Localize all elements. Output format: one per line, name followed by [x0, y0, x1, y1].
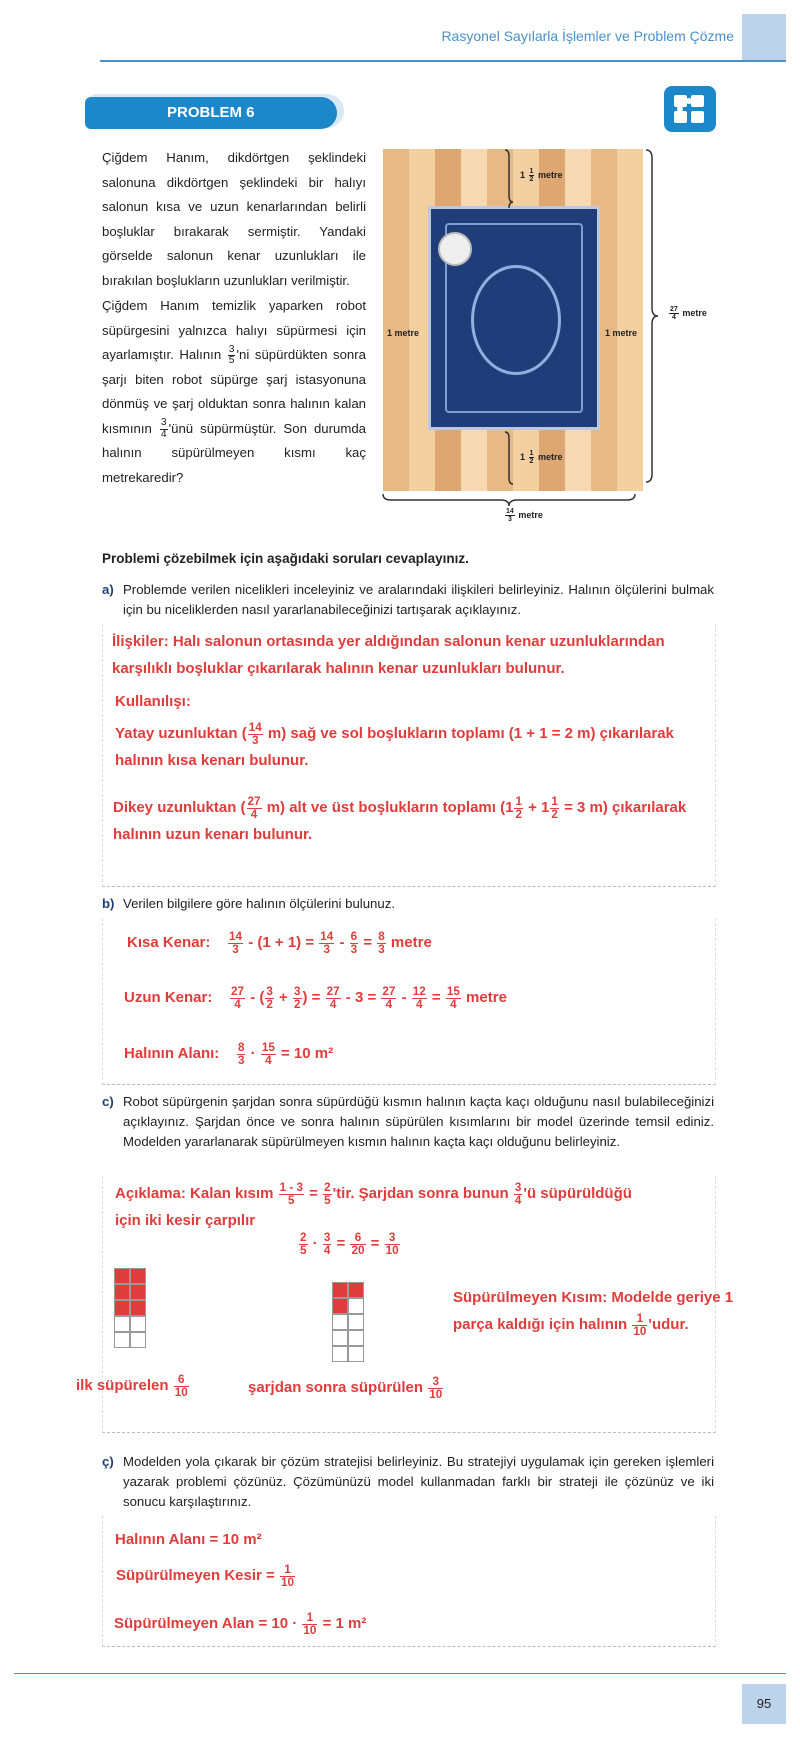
model-cell: [348, 1314, 364, 1330]
answer-cc-unswept-area: Süpürülmeyen Alan = 10 · $\frac{1}{10}$ = 1 m²: [114, 1610, 367, 1637]
answer-c-unswept: Süpürülmeyen Kısım: Modelde geriye 1 parça kaldığı için halının $\frac{1}{10}$ 'udur.: [453, 1289, 734, 1338]
bottom-gap-label: 1 $\frac{1}{2}$ metre: [520, 450, 563, 466]
model-cell: [114, 1316, 130, 1332]
p2-text-b: 'ni süpürdükten sonra şarjı biten robot süpürge şarj istasyonuna dönmüş ve şarj olduktan sonra halının kalan kısmının: [102, 347, 366, 436]
model-cell: [348, 1330, 364, 1346]
question-c: c) Robot süpürgenin şarjdan sonra süpürdüğü kısmın halının kaçta kaçı olduğunu nasıl bulabileceğinizi açıklayınız. Şarjdan önce ve sonra halının süpürülen kısımlarını bir model üzerinde temsil ediniz. Modelden yararlanarak süpürülmeyen kısmın halının kaçta kaçı olduğunu belirleyiniz.: [102, 1094, 714, 1149]
top-gap-label: 1 $\frac{1}{2}$ metre: [520, 168, 563, 184]
model-cell: [332, 1298, 348, 1314]
answer-a-horizontal: Yatay uzunluktan ( $\frac{14}{3}$ m) sağ ve sol boşlukların toplamı (1 + 1 = 2 m) çıkarılarak halının kısa kenarı bulunur.: [115, 720, 674, 769]
model-cell: [348, 1282, 364, 1298]
model-cell: [348, 1346, 364, 1362]
left-gap-label: 1 metre: [387, 328, 420, 338]
answer-c-explanation: Açıklama: Kalan kısım $\frac{1 - 3}{5}$ = $\frac{2}{5}$ 'tir. Şarjdan sonra bunun $\frac{3}{4}$ 'ü süpürüldüğü için iki kesir çarpılır: [115, 1180, 632, 1229]
answer-cc-area: Halının Alanı = 10 m²: [115, 1531, 262, 1548]
p2-text-c: 'ünü süpürmüştür. Son durumda halının süpürülmeyen kısmı kaç metrekaredir?: [102, 420, 366, 485]
model-cell: [332, 1314, 348, 1330]
footer-divider: [14, 1673, 786, 1674]
model-cell: [114, 1332, 130, 1348]
dimension-braces: [0, 0, 800, 540]
fraction: $\frac{3}{4}$: [160, 417, 167, 440]
header-title: Rasyonel Sayılarla İşlemler ve Problem Çözme: [441, 28, 734, 44]
right-gap-label: 1 metre: [605, 328, 638, 338]
problem-banner: PROBLEM 6: [85, 97, 337, 129]
answer-b-long-side: Uzun Kenar: $\frac{27}{4}$ - ( $\frac{3}{2}$ + $\frac{3}{2}$ ) = $\frac{27}{4}$ - 3 = $\frac{27}{4}$ - $\frac{12}{4}$ = $\frac{15}{4}$ metre: [124, 984, 507, 1011]
question-b: b) Verilen bilgilere göre halının ölçülerini bulunuz.: [102, 896, 395, 911]
answer-c-multiplication: $\frac{2}{5}$ · $\frac{3}{4}$ = $\frac{6}{20}$ = $\frac{3}{10}$: [300, 1230, 399, 1257]
model-cell: [130, 1316, 146, 1332]
answer-b-short-side: Kısa Kenar: $\frac{14}{3}$ - (1 + 1) = $\frac{14}{3}$ - $\frac{6}{3}$ = $\frac{8}{3}$ metre: [127, 929, 432, 956]
answer-cc-fraction: Süpürülmeyen Kesir = $\frac{1}{10}$: [116, 1562, 294, 1589]
model-cell: [332, 1282, 348, 1298]
model-second-label: şarjdan sonra süpürülen $\frac{3}{10}$: [248, 1374, 443, 1401]
width-label: $\frac{14}{3}$ metre: [506, 508, 543, 524]
problem-paragraph-1: Çiğdem Hanım, dikdörtgen şeklindeki salonuna dikdörtgen şeklindeki bir halıyı salonun kısa ve uzun kenarlarından belirli boşluklar bırakarak sermiştir. Yandaki görselde salonun kenar uzunlukları ile bırakılan boşlukların uzunlukları verilmiştir.: [102, 150, 366, 288]
model-cell: [114, 1284, 130, 1300]
model-cell: [332, 1346, 348, 1362]
answer-a-usage-label: Kullanılışı:: [115, 693, 191, 710]
model-cell: [332, 1330, 348, 1346]
model-first-label: ilk süpürelen $\frac{6}{10}$: [76, 1372, 188, 1399]
model-cell: [348, 1298, 364, 1314]
model-cell: [114, 1300, 130, 1316]
page-number: 95: [742, 1684, 786, 1724]
fraction: $\frac{3}{5}$: [228, 343, 235, 367]
answer-b-area: Halının Alanı: $\frac{8}{3}$ · $\frac{15}{4}$ = 10 m²: [124, 1040, 334, 1067]
answer-a-vertical: Dikey uzunluktan ( $\frac{27}{4}$ m) alt ve üst boşlukların toplamı (1 $\frac{1}{2}$ + 1 $\frac{1}{2}$ = 3 m) çıkarılarak halının uzun kenarı bulunur.: [113, 794, 687, 843]
p2-text-a: Çiğdem Hanım temizlik yaparken robot süpürgesini yalnızca halıyı süpürmesi için ayarlamıştır. Halının: [102, 298, 366, 362]
height-label: $\frac{27}{4}$ metre: [670, 306, 707, 322]
model-cell: [130, 1284, 146, 1300]
question-a: a) Problemde verilen nicelikleri inceleyiniz ve aralarındaki ilişkileri belirleyiniz. Halının ölçülerini bulmak için bu niceliklerden nasıl yararlanabileceğinizi tartışarak açıklayınız.: [102, 582, 714, 617]
section-title: Problemi çözebilmek için aşağıdaki soruları cevaplayınız.: [102, 551, 469, 566]
question-cc: ç) Modelden yola çıkarak bir çözüm stratejisi belirleyiniz. Bu stratejiyi uygulamak için gereken işlemleri yazarak problemi çözünüz. Çözümünüzü model kullanmadan farklı bir strateji ile çözünüz ve iki sonucu karşılaştırınız.: [102, 1454, 714, 1509]
fraction-model-second: [332, 1282, 364, 1362]
model-cell: [130, 1268, 146, 1284]
model-cell: [130, 1332, 146, 1348]
answer-a-relations: İlişkiler: Halı salonun ortasında yer aldığından salonun kenar uzunluklarından karşılıklı boşluklar çıkarılarak halının kenar uzunlukları bulunur.: [112, 633, 665, 677]
model-cell: [114, 1268, 130, 1284]
model-cell: [130, 1300, 146, 1316]
fraction-model-first: [114, 1268, 146, 1348]
